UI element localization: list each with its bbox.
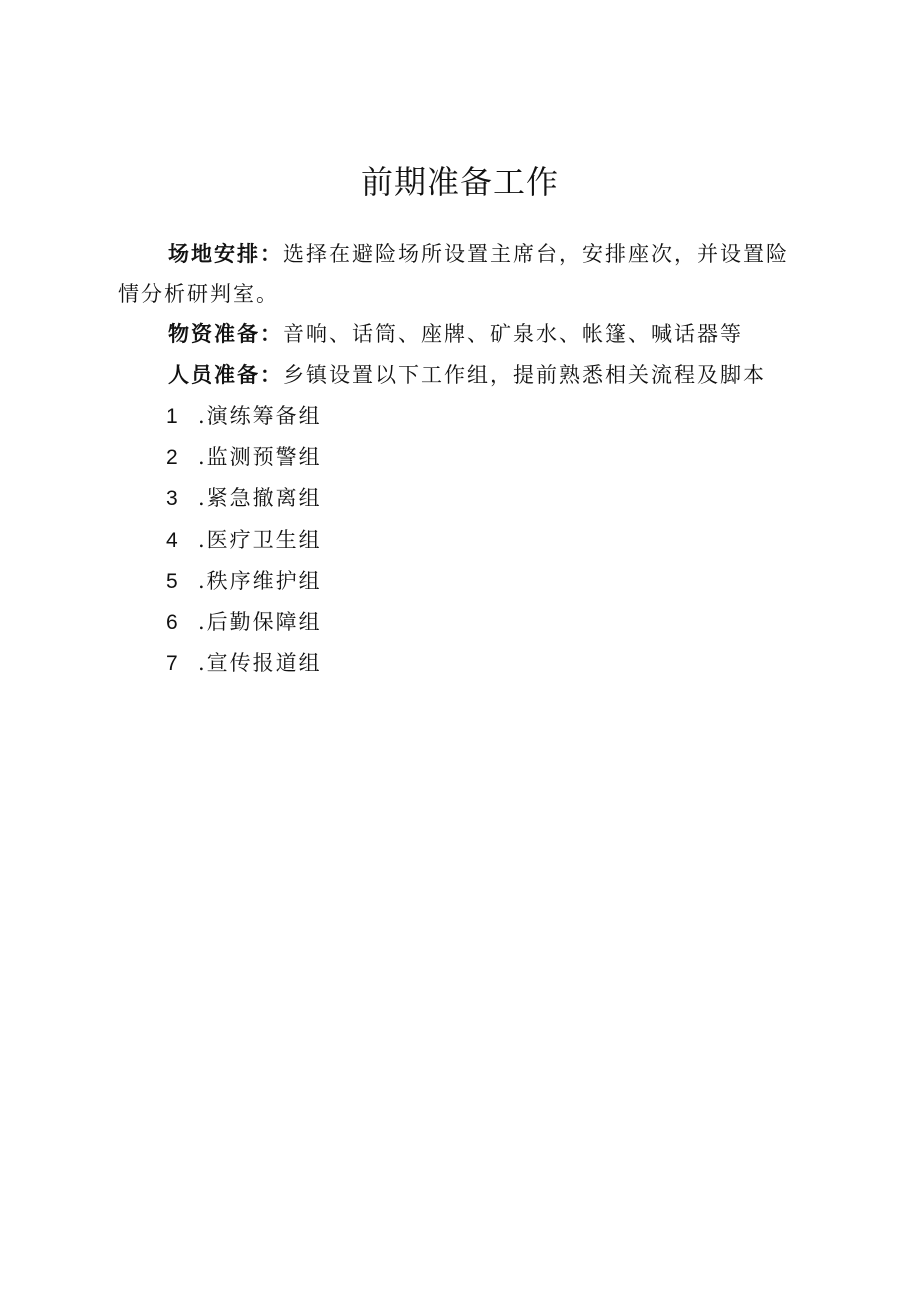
section-label: 场地安排： xyxy=(168,242,283,266)
section-materials xyxy=(118,314,808,354)
list-item xyxy=(166,643,322,684)
item-text: .紧急撤离组 xyxy=(198,486,322,511)
item-number: 7 xyxy=(166,652,180,676)
page-title: 前期准备工作 xyxy=(360,163,559,201)
item-number: 5 xyxy=(166,569,180,593)
list-item xyxy=(166,602,322,643)
list-item xyxy=(166,561,322,602)
group-list xyxy=(166,396,322,684)
item-text: .医疗卫生组 xyxy=(198,527,322,552)
item-text: .后勤保障组 xyxy=(198,610,322,635)
section-label: 人员准备： xyxy=(168,363,283,387)
section-text: 乡镇设置以下工作组，提前熟悉相关流程及脚本 xyxy=(283,363,766,387)
list-item xyxy=(166,437,322,478)
item-number: 6 xyxy=(166,611,180,635)
item-number: 2 xyxy=(166,446,180,470)
item-text: .监测预警组 xyxy=(198,445,322,470)
list-item xyxy=(166,520,322,561)
item-number: 4 xyxy=(166,528,180,552)
list-item xyxy=(166,396,322,437)
item-text: .演练筹备组 xyxy=(198,404,322,428)
section-label: 物资准备： xyxy=(168,322,283,346)
item-text: .秩序维护组 xyxy=(198,568,322,593)
section-text: 选择在避险场所设置主席台，安排座次，并设置险情分析研判室。 xyxy=(118,242,789,306)
item-number: 3 xyxy=(166,487,180,511)
item-text: .宣传报道组 xyxy=(198,651,322,676)
section-personnel xyxy=(118,355,808,395)
section-venue xyxy=(118,234,808,314)
item-number: 1 xyxy=(166,405,180,428)
list-item xyxy=(166,478,322,519)
section-text: 音响、话筒、座牌、矿泉水、帐篷、喊话器等 xyxy=(283,322,743,346)
